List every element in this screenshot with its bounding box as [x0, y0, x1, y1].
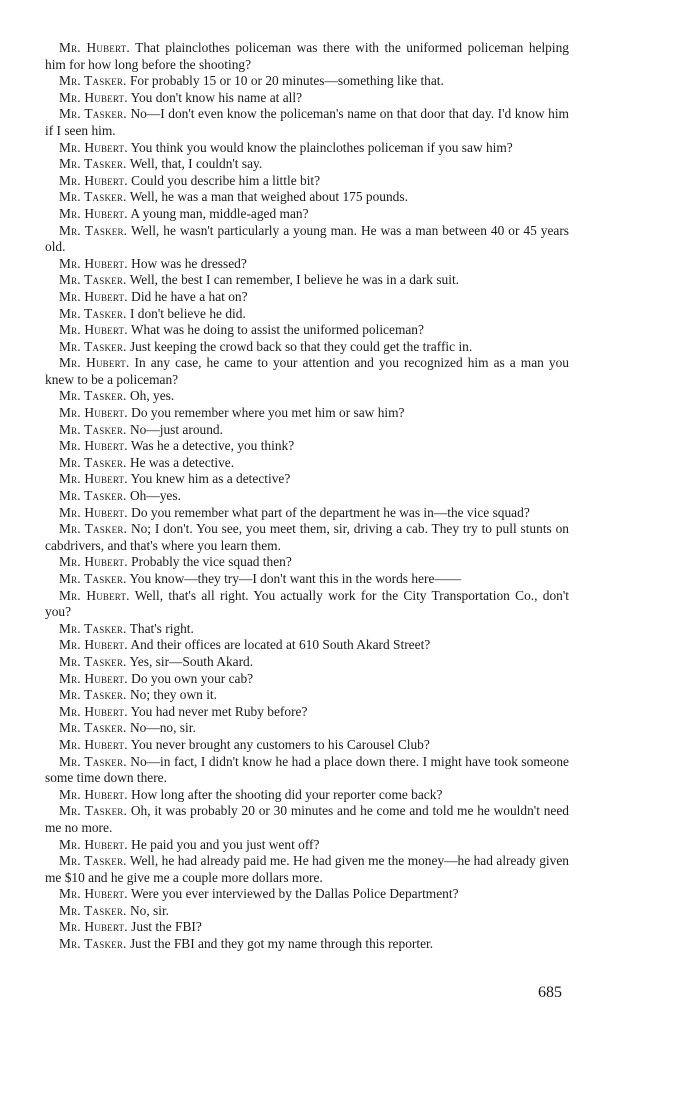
- speaker-name: Mr. Tasker.: [59, 305, 127, 321]
- speaker-name: Mr. Hubert.: [59, 587, 130, 603]
- statement-text: Yes, sir—South Akard.: [129, 653, 254, 669]
- speaker-name: Mr. Hubert.: [59, 172, 128, 188]
- testimony-paragraph: [45, 156, 569, 173]
- speaker-name: Mr. Tasker.: [59, 454, 127, 470]
- speaker-name: Mr. Tasker.: [59, 189, 127, 205]
- speaker-name: Mr. Hubert.: [59, 471, 128, 487]
- speaker-name: Mr. Hubert.: [59, 554, 128, 570]
- statement-text: No, sir.: [129, 902, 170, 918]
- speaker-name: Mr. Hubert.: [59, 405, 128, 421]
- speaker-name: Mr. Tasker.: [59, 222, 128, 238]
- speaker-name: Mr. Tasker.: [59, 620, 127, 636]
- testimony-paragraph: [45, 903, 569, 920]
- testimony-paragraph: [45, 306, 569, 323]
- testimony-paragraph: [45, 737, 569, 754]
- statement-text: Oh, it was probably 20 or 30 minutes and he come and told me he wouldn't need me no more.: [45, 803, 569, 835]
- testimony-paragraph: [45, 173, 569, 190]
- statement-text: No—just around.: [129, 421, 223, 437]
- testimony-paragraph: [45, 438, 569, 455]
- statement-text: How was he dressed?: [131, 255, 247, 271]
- statement-text: Probably the vice squad then?: [131, 554, 292, 570]
- testimony-paragraph: [45, 140, 569, 157]
- statement-text: Well, he had already paid me. He had given me the money—he had already given me $10 and he give me a couple more dollars more.: [45, 853, 569, 885]
- testimony-paragraph: [45, 505, 569, 522]
- statement-text: And their offices are located at 610 South Akard Street?: [130, 637, 431, 653]
- testimony-paragraph: [45, 521, 569, 554]
- speaker-name: Mr. Hubert.: [59, 670, 128, 686]
- statement-text: How long after the shooting did your reporter come back?: [131, 786, 443, 802]
- testimony-paragraph: [45, 189, 569, 206]
- testimony-paragraph: [45, 571, 569, 588]
- speaker-name: Mr. Hubert.: [59, 139, 128, 155]
- statement-text: Just keeping the crowd back so that they could get the traffic in.: [129, 338, 473, 354]
- statement-text: No—in fact, I didn't know he had a place down there. I might have took someone some time down there.: [45, 753, 569, 786]
- statement-text: Was he a detective, you think?: [130, 438, 295, 454]
- statement-text: In any case, he came to your attention and you recognized him as a man you knew to be a policeman?: [45, 355, 569, 387]
- testimony-paragraph: [45, 554, 569, 571]
- testimony-paragraph: [45, 488, 569, 505]
- statement-text: Do you remember what part of the department he was in—the vice squad?: [131, 504, 530, 520]
- testimony-paragraph: [45, 588, 569, 621]
- speaker-name: Mr. Tasker.: [59, 571, 127, 586]
- statement-text: Well, the best I can remember, I believe he was in a dark suit.: [129, 272, 460, 288]
- speaker-name: Mr. Hubert.: [59, 786, 128, 802]
- statement-text: Well, that's all right. You actually work for the City Transportation Co., don't you?: [45, 587, 569, 620]
- statement-text: Well, that, I couldn't say.: [129, 156, 263, 172]
- speaker-name: Mr. Tasker.: [59, 272, 127, 288]
- testimony-paragraph: [45, 853, 569, 886]
- transcript-body: [45, 40, 569, 953]
- testimony-paragraph: [45, 73, 569, 90]
- speaker-name: Mr. Hubert.: [59, 205, 128, 221]
- testimony-paragraph: [45, 837, 569, 854]
- statement-text: He was a detective.: [129, 454, 235, 470]
- testimony-paragraph: [45, 621, 569, 638]
- statement-text: Could you describe him a little bit?: [131, 172, 321, 188]
- speaker-name: Mr. Tasker.: [59, 106, 127, 122]
- testimony-paragraph: [45, 687, 569, 704]
- statement-text: No; they own it.: [129, 687, 218, 703]
- testimony-paragraph: [45, 422, 569, 439]
- speaker-name: Mr. Tasker.: [59, 653, 127, 669]
- statement-text: What was he doing to assist the uniformed policeman?: [130, 322, 424, 338]
- statement-text: No—no, sir.: [129, 720, 196, 736]
- testimony-paragraph: [45, 339, 569, 356]
- statement-text: You had never met Ruby before?: [130, 703, 308, 719]
- statement-text: No—I don't even know the policeman's name on that door that day. I'd know him if I seen him.: [45, 106, 569, 138]
- statement-text: You know—they try—I don't want this in the words here——: [129, 571, 462, 586]
- testimony-paragraph: [45, 455, 569, 472]
- statement-text: You don't know his name at all?: [130, 89, 303, 105]
- statement-text: Just the FBI?: [131, 919, 202, 935]
- testimony-paragraph: [45, 919, 569, 936]
- testimony-paragraph: [45, 936, 569, 953]
- testimony-paragraph: [45, 272, 569, 289]
- testimony-paragraph: [45, 388, 569, 405]
- speaker-name: Mr. Tasker.: [59, 73, 127, 89]
- statement-text: He paid you and you just went off?: [131, 836, 320, 852]
- statement-text: That's right.: [129, 620, 194, 636]
- testimony-paragraph: [45, 720, 569, 737]
- speaker-name: Mr. Hubert.: [59, 288, 128, 304]
- speaker-name: Mr. Hubert.: [59, 637, 128, 653]
- testimony-paragraph: [45, 289, 569, 306]
- speaker-name: Mr. Tasker.: [59, 338, 127, 354]
- speaker-name: Mr. Tasker.: [59, 687, 127, 703]
- speaker-name: Mr. Hubert.: [59, 255, 128, 271]
- statement-text: Well, he wasn't particularly a young man. He was a man between 40 or 45 years old.: [45, 222, 570, 255]
- testimony-paragraph: [45, 355, 569, 388]
- speaker-name: Mr. Hubert.: [59, 703, 128, 719]
- testimony-paragraph: [45, 654, 569, 671]
- speaker-name: Mr. Tasker.: [59, 853, 127, 869]
- statement-text: Oh, yes.: [129, 388, 175, 404]
- statement-text: Oh—yes.: [129, 488, 181, 504]
- testimony-paragraph: [45, 787, 569, 804]
- speaker-name: Mr. Tasker.: [59, 720, 127, 736]
- page-number: 685: [538, 984, 562, 1001]
- speaker-name: Mr. Tasker.: [59, 388, 127, 404]
- speaker-name: Mr. Hubert.: [59, 836, 128, 852]
- speaker-name: Mr. Tasker.: [59, 488, 127, 504]
- testimony-paragraph: [45, 803, 569, 836]
- speaker-name: Mr. Tasker.: [59, 936, 127, 952]
- statement-text: For probably 15 or 10 or 20 minutes—something like that.: [129, 73, 444, 89]
- speaker-name: Mr. Tasker.: [59, 421, 127, 437]
- speaker-name: Mr. Hubert.: [59, 355, 130, 371]
- speaker-name: Mr. Hubert.: [59, 40, 130, 55]
- testimony-paragraph: [45, 256, 569, 273]
- testimony-paragraph: [45, 637, 569, 654]
- statement-text: Did he have a hat on?: [131, 288, 248, 304]
- speaker-name: Mr. Hubert.: [59, 504, 128, 520]
- statement-text: A young man, middle-aged man?: [130, 205, 309, 221]
- testimony-paragraph: [45, 671, 569, 688]
- testimony-paragraph: [45, 471, 569, 488]
- speaker-name: Mr. Hubert.: [59, 438, 128, 454]
- testimony-paragraph: [45, 886, 569, 903]
- statement-text: Do you own your cab?: [131, 670, 254, 686]
- testimony-paragraph: [45, 90, 569, 107]
- speaker-name: Mr. Tasker.: [59, 521, 128, 537]
- speaker-name: Mr. Hubert.: [59, 322, 128, 338]
- speaker-name: Mr. Hubert.: [59, 89, 128, 105]
- speaker-name: Mr. Hubert.: [59, 886, 128, 902]
- speaker-name: Mr. Tasker.: [59, 753, 127, 769]
- statement-text: You knew him as a detective?: [130, 471, 291, 487]
- speaker-name: Mr. Hubert.: [59, 736, 128, 752]
- statement-text: You never brought any customers to his Carousel Club?: [130, 736, 430, 752]
- statement-text: You think you would know the plainclothes policeman if you saw him?: [130, 139, 513, 155]
- testimony-paragraph: [45, 206, 569, 223]
- speaker-name: Mr. Tasker.: [59, 156, 127, 172]
- statement-text: I don't believe he did.: [129, 305, 246, 321]
- speaker-name: Mr. Tasker.: [59, 902, 127, 918]
- statement-text: Do you remember where you met him or saw him?: [131, 405, 405, 421]
- speaker-name: Mr. Hubert.: [59, 919, 128, 935]
- speaker-name: Mr. Tasker.: [59, 803, 128, 819]
- statement-text: No; I don't. You see, you meet them, sir, driving a cab. They try to pull stunts on cabdrivers, and that's where you learn them.: [45, 521, 569, 553]
- testimony-paragraph: [45, 106, 569, 139]
- statement-text: That plainclothes policeman was there with the uniformed policeman helping him for how long before the shooting?: [45, 40, 569, 72]
- testimony-paragraph: [45, 704, 569, 721]
- statement-text: Well, he was a man that weighed about 175 pounds.: [129, 189, 408, 205]
- testimony-paragraph: [45, 223, 569, 256]
- testimony-paragraph: [45, 405, 569, 422]
- testimony-paragraph: [45, 754, 569, 787]
- testimony-paragraph: [45, 322, 569, 339]
- statement-text: Just the FBI and they got my name through this reporter.: [129, 936, 434, 952]
- testimony-paragraph: [45, 40, 569, 73]
- statement-text: Were you ever interviewed by the Dallas Police Department?: [130, 886, 459, 902]
